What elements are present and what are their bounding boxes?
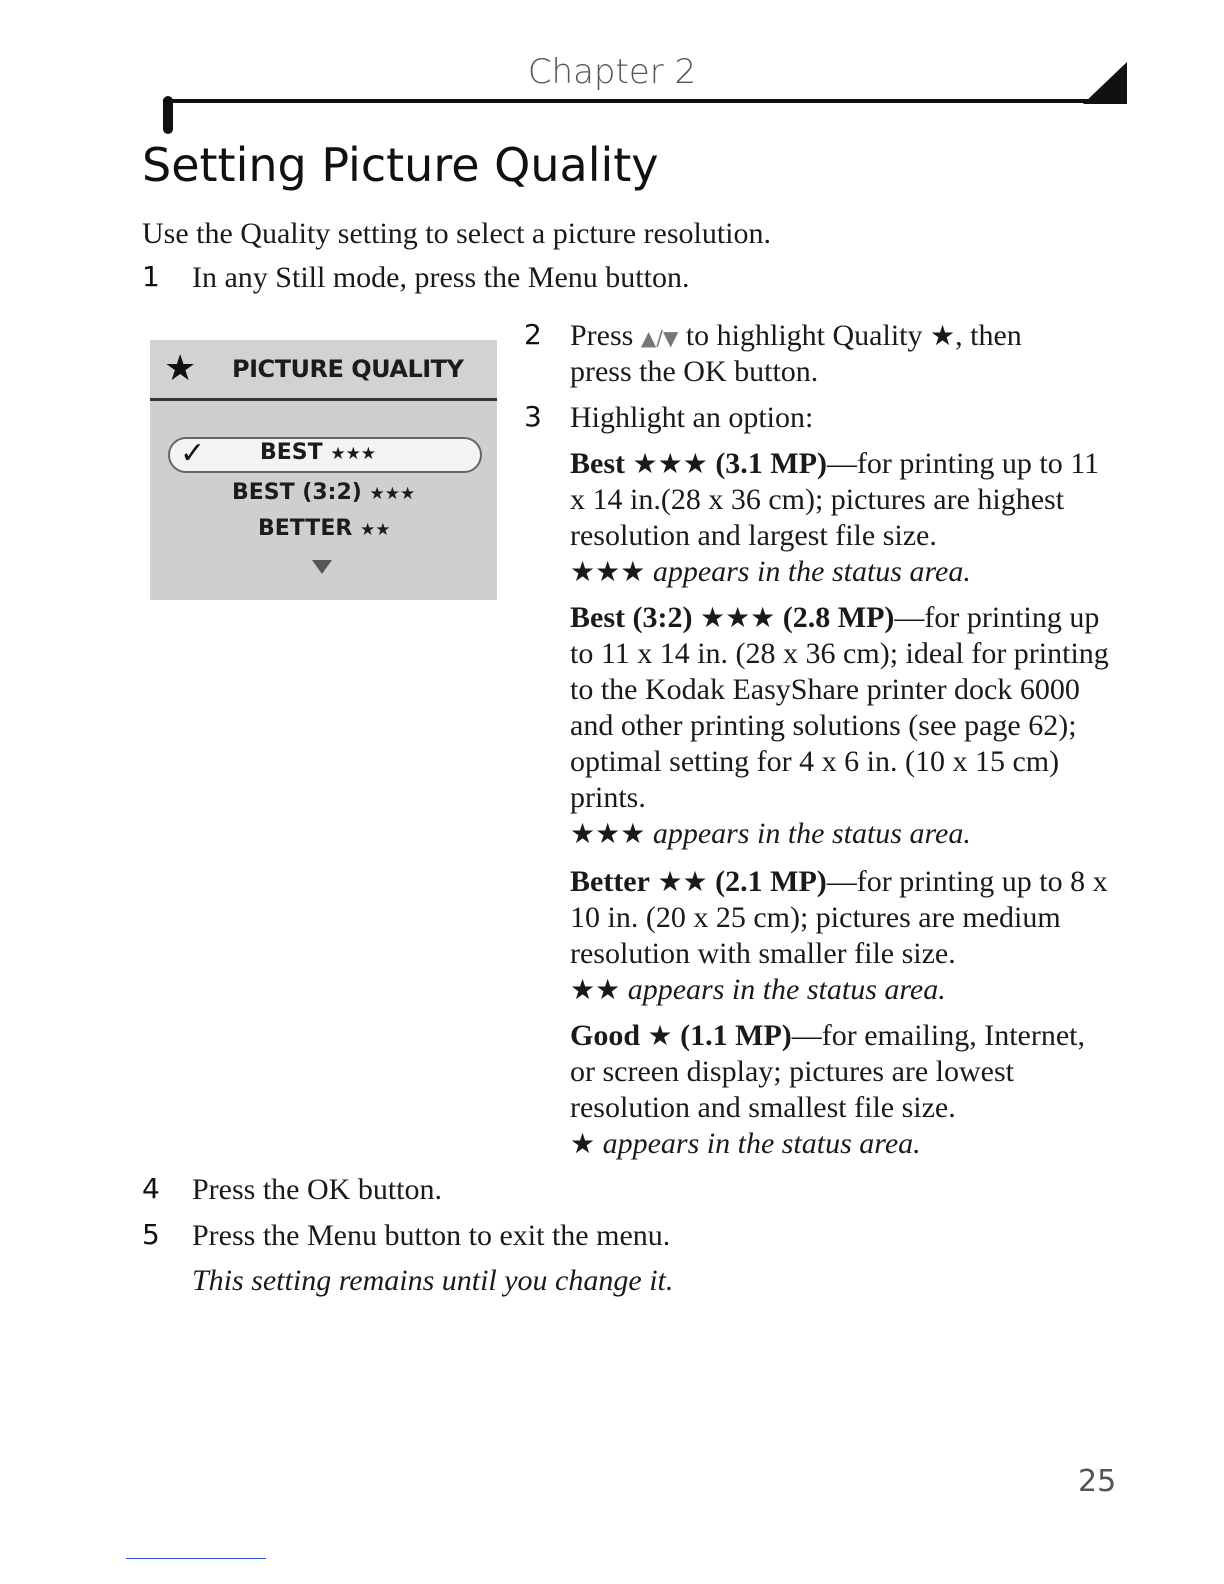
lcd-header	[150, 340, 497, 401]
status-note	[570, 816, 1115, 852]
lcd-option-label: BEST	[260, 440, 323, 465]
step-2-line-2: press the OK button.	[570, 355, 819, 388]
lcd-option-label: BETTER	[258, 516, 353, 541]
header-rule	[163, 99, 1103, 103]
step-4-text: Press the OK button.	[192, 1173, 442, 1206]
up-down-arrows-icon: ▲/▼	[640, 326, 679, 350]
status-note-text: appears in the status area.	[652, 817, 971, 850]
step-2-text-c: , then	[955, 319, 1022, 352]
step-1-text: In any Still mode, press the Menu button.	[192, 261, 690, 294]
lcd-option-label: BEST (3:2)	[232, 480, 362, 505]
status-note-text: appears in the status area.	[652, 555, 971, 588]
option-megapixels: (1.1 MP)	[680, 1019, 792, 1052]
status-note-text: appears in the status area.	[627, 973, 946, 1006]
status-note	[570, 1126, 1115, 1162]
star-icon: ★★★	[570, 555, 646, 588]
option-desc: —for printing up to 11 x 14 in.(28 x 36 cm); pictures are highest resolution and largest file size.	[570, 447, 1100, 552]
star-icon: ★	[570, 1127, 596, 1160]
step-4-number: 4	[142, 1172, 160, 1205]
quality-star-icon: ★	[164, 348, 197, 389]
option-description	[570, 864, 1115, 972]
quality-star-icon: ★	[930, 319, 956, 352]
lcd-option-best	[260, 440, 376, 465]
star-icon: ★★	[657, 865, 708, 898]
page-title: Setting Picture Quality	[142, 138, 659, 192]
star-icon: ★★★	[570, 817, 646, 850]
option-best	[570, 446, 1115, 590]
option-good	[570, 1018, 1115, 1162]
step-2-text-a: Press	[570, 319, 634, 352]
step-5-number: 5	[142, 1218, 160, 1251]
option-megapixels: (3.1 MP)	[715, 447, 827, 480]
step-2-text-b: to highlight Quality	[685, 319, 923, 352]
star-icon: ★	[647, 1019, 673, 1052]
option-name: Best	[570, 447, 625, 480]
step-1-number: 1	[142, 260, 160, 293]
footer-rule	[126, 1558, 266, 1559]
status-note	[570, 972, 1115, 1008]
page-number: 25	[1078, 1464, 1117, 1499]
option-best-3-2	[570, 600, 1115, 852]
header-arrow-icon	[1083, 62, 1127, 104]
status-note	[570, 554, 1115, 590]
status-note-text: appears in the status area.	[602, 1127, 921, 1160]
step-5-text: Press the Menu button to exit the menu.	[192, 1219, 671, 1252]
intro-text: Use the Quality setting to select a picture resolution.	[142, 217, 772, 250]
step-2-line-1	[570, 318, 1022, 356]
option-desc: —for emailing, Internet, or screen display; pictures are lowest resolution and smallest file size.	[570, 1019, 1085, 1124]
header-rule-cap	[163, 96, 173, 134]
option-name: Better	[570, 865, 650, 898]
camera-lcd-screen	[150, 340, 497, 600]
option-better	[570, 864, 1115, 1008]
star-icon: ★★★	[330, 444, 377, 464]
option-name: Best (3:2)	[570, 601, 693, 634]
star-icon: ★★★	[369, 484, 416, 504]
star-icon: ★★	[359, 520, 391, 540]
option-name: Good	[570, 1019, 641, 1052]
star-icon: ★★★	[699, 601, 776, 634]
scroll-down-arrow-icon	[312, 560, 332, 574]
star-icon: ★★★	[632, 447, 708, 480]
lcd-title: PICTURE QUALITY	[232, 355, 464, 383]
closing-note: This setting remains until you change it.	[192, 1264, 674, 1297]
option-megapixels: (2.8 MP)	[782, 601, 895, 634]
chapter-label: Chapter 2	[527, 52, 697, 92]
option-megapixels: (2.1 MP)	[715, 865, 827, 898]
option-description	[570, 600, 1115, 816]
lcd-option-best-3-2	[232, 480, 415, 505]
star-icon: ★★	[570, 973, 621, 1006]
option-desc: —for printing up to 8 x 10 in. (20 x 25 cm); pictures are medium resolution with smaller file size.	[570, 865, 1108, 970]
option-desc: —for printing up to 11 x 14 in. (28 x 36 cm); ideal for printing to the Kodak EasyShare printer dock 6000 and other printing solutions (see page 62); optimal setting for 4 x 6 in. (10 x 15 cm) prints.	[570, 601, 1109, 814]
option-description	[570, 446, 1115, 554]
option-description	[570, 1018, 1115, 1126]
step-2-number: 2	[524, 318, 542, 351]
lcd-option-better	[258, 516, 390, 541]
step-3-number: 3	[524, 400, 542, 433]
checkmark-icon: ✓	[180, 436, 206, 471]
step-3-text: Highlight an option:	[570, 401, 814, 434]
